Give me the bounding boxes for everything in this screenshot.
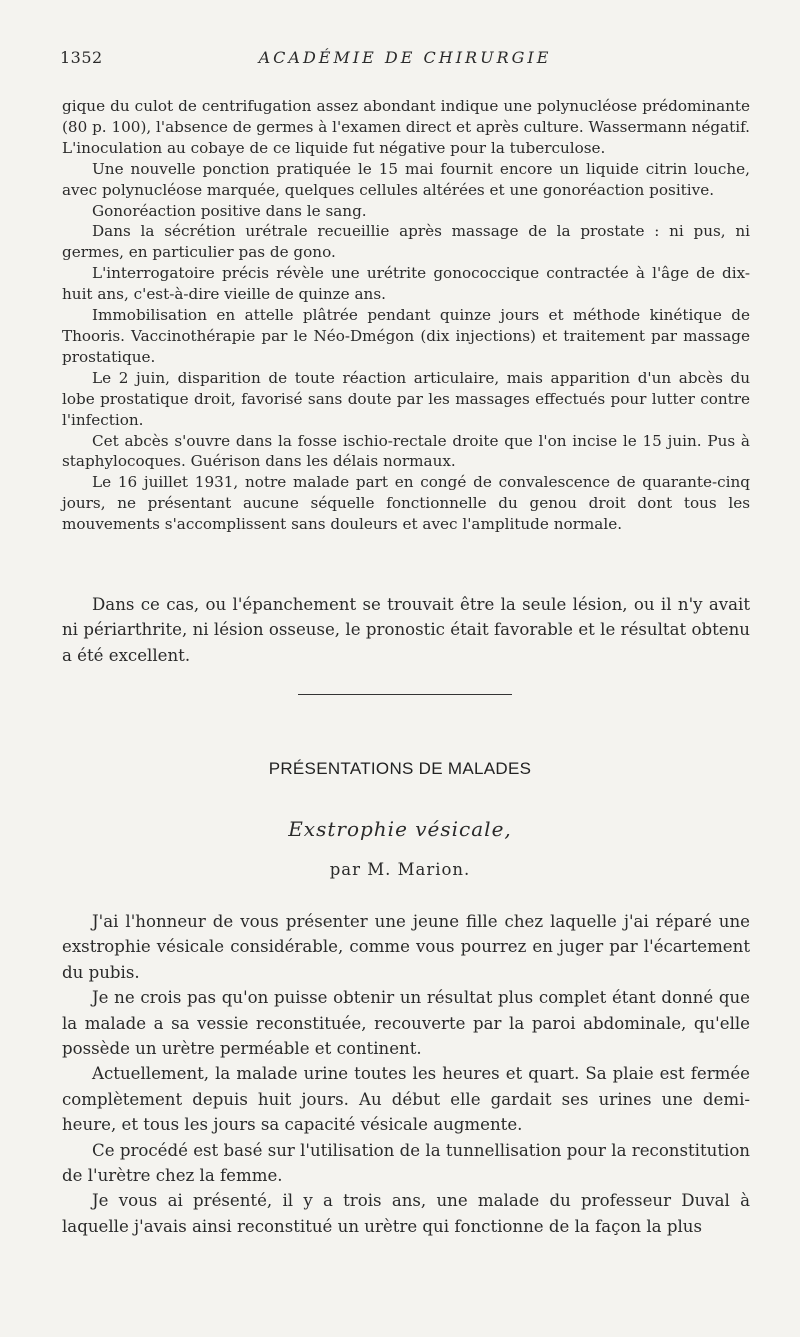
journal-title: ACADÉMIE DE CHIRURGIE (258, 48, 552, 67)
article-paragraph: J'ai l'honneur de vous présenter une jeune fille chez laquelle j'ai réparé une exstrophie vésicale considérable, comme vous pourrez en juger par l'écartement du pubis. (62, 912, 750, 982)
case-conclusion (62, 592, 750, 668)
case-paragraph: Gonoréaction positive dans le sang. (92, 201, 367, 220)
article-title: Exstrophie vésicale, (288, 817, 512, 841)
section-title: PRÉSENTATIONS DE MALADES (268, 759, 532, 778)
case-paragraph: L'interrogatoire précis révèle une urétrite gonococcique contractée à l'âge de dix-huit ans, c'est-à-dire vieille de quinze ans. (62, 264, 750, 304)
case-paragraph: Dans la sécrétion urétrale recueillie après massage de la prostate : ni pus, ni germes, en particulier pas de gono. (62, 222, 750, 262)
case-paragraph: Cet abcès s'ouvre dans la fosse ischio-rectale droite que l'on incise le 15 juin. Pus à staphylocoques. Guérison dans les délais normaux. (62, 431, 750, 471)
case-paragraph: Une nouvelle ponction pratiquée le 15 mai fournit encore un liquide citrin louche, avec polynucléose marquée, quelques cellules altérées et une gonoréaction positive. (62, 159, 750, 199)
article-paragraph: Je vous ai présenté, il y a trois ans, une malade du professeur Duval à laquelle j'avais ainsi reconstitué un urètre qui fonctionne de la façon la plus (62, 1191, 750, 1236)
case-paragraph: Le 16 juillet 1931, notre malade part en congé de convalescence de quarante-cinq jours, ne présentant aucune séquelle fonctionnelle du genou droit dont tous les mouvements s'accomplissent sans douleurs et avec l'amplitude normale. (62, 473, 750, 534)
case-paragraph: Le 2 juin, disparition de toute réaction articulaire, mais apparition d'un abcès du lobe prostatique droit, favorisé sans doute par les massages effectués pour lutter contre l'infection. (62, 368, 750, 429)
running-head (60, 48, 750, 72)
case-paragraph: gique du culot de centrifugation assez abondant indique une polynucléose prédominante (80 p. 100), l'absence de germes à l'examen direct et après culture. Wassermann négatif. L'inoculation au cobaye de ce liquide fut négative pour la tuberculose. (62, 97, 750, 157)
article-paragraph: Actuellement, la malade urine toutes les heures et quart. Sa plaie est fermée complètement depuis huit jours. Au début elle gardait ses urines une demi-heure, et tous les jours sa capacité vésicale augmente. (62, 1064, 750, 1135)
page-number: 1352 (60, 48, 103, 67)
article-paragraph: Ce procédé est basé sur l'utilisation de la tunnellisation pour la reconstitution de l'urètre chez la femme. (62, 1140, 750, 1186)
case-report-text (62, 96, 750, 535)
article-byline: par M. Marion. (329, 860, 471, 879)
case-paragraph: Immobilisation en attelle plâtrée pendant quinze jours et méthode kinétique de Thooris. Vaccinothérapie par le Néo-Dmégon (dix injections) et traitement par massage prostatique. (62, 306, 750, 366)
section-divider (298, 694, 512, 695)
article-body (62, 909, 750, 1239)
conclusion-paragraph: Dans ce cas, ou l'épanchement se trouvait être la seule lésion, ou il n'y avait ni périarthrite, ni lésion osseuse, le pronostic était favorable et le résultat obtenu a été excellent. (62, 595, 750, 665)
article-paragraph: Je ne crois pas qu'on puisse obtenir un résultat plus complet étant donné que la malade a sa vessie reconstituée, recouverte par la paroi abdominale, qu'elle possède un urètre perméable et continent. (62, 988, 750, 1059)
